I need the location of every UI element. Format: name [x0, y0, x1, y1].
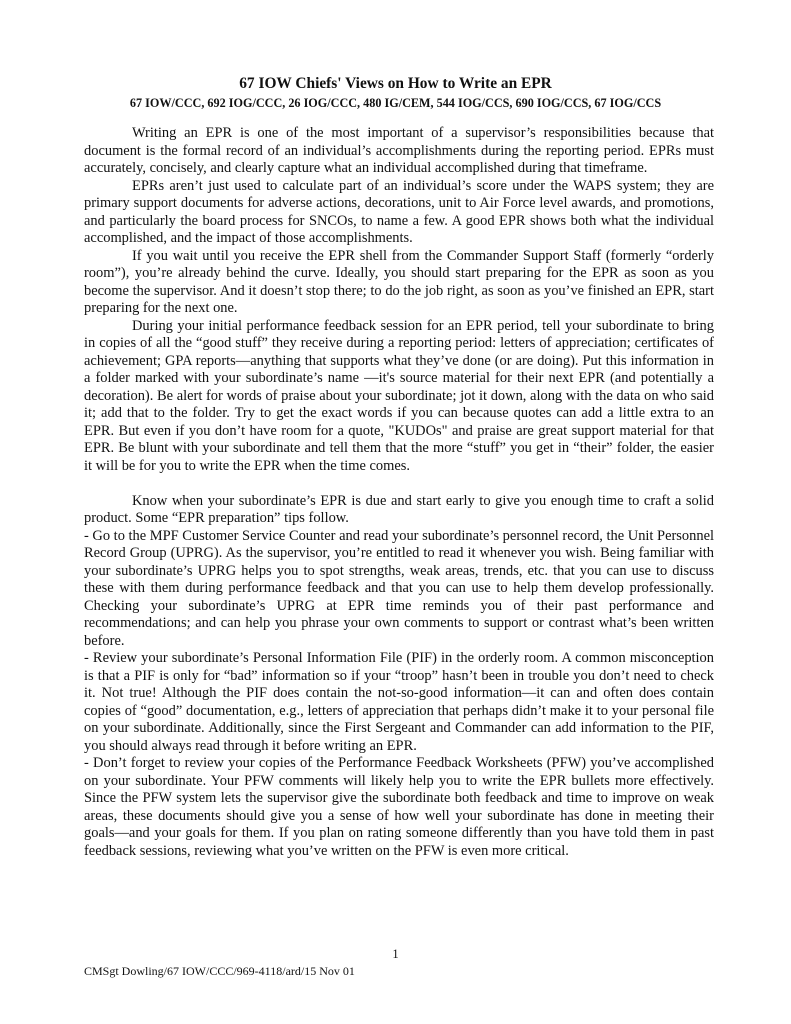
paragraph-feedback: During your initial performance feedback session for an EPR period, tell your subordinate to bring in copies of all the “good stuff” they receive during a reporting period: letters of appreciation; certificates of achievement; GPA reports—anything that supports what they’ve done (or are doing). Put this information in a folder marked with your subordinate’s name —it's source material for their next EPR (and potentially a decoration). Be alert for words of praise about your subordinate; jot it down, along with the data on who said it; add that to the folder. Try to get the exact words if you can because quotes can add a little extra to an EPR. But even if you don’t have room for a quote, "KUDOs" and praise are great support material for that EPR. Be blunt with your subordinate and tell them that the more “stuff” you get in “their” folder, the easier it will be for you to write the EPR when the time comes. — [84, 317, 714, 474]
bullet-pfw: - Don’t forget to review your copies of the Performance Feedback Worksheets (PFW) you’ve accomplished on your subordinate. Your PFW comments will likely help you to write the EPR bullets more effectively. Since the PFW system lets the supervisor give the subordinate both feedback and time to improve on weak areas, these documents should give you a sense of how well your subordinate has done in meeting their goals—and your goals for them. If you plan on rating someone differently than you have told them in past feedback sessions, reviewing what you’ve written on the PFW is even more critical. — [84, 755, 714, 859]
document-subtitle: 67 IOW/CCC, 692 IOG/CCC, 26 IOG/CCC, 480 IG/CEM, 544 IOG/CCS, 690 IOG/CCS, 67 IOG/CCS — [129, 96, 662, 110]
page-number: 1 — [392, 947, 399, 961]
paragraph-timing: If you wait until you receive the EPR shell from the Commander Support Staff (formerly “orderly room”), you’re already behind the curve. Ideally, you should start preparing for the EPR as soon as you become the supervisor. And it doesn’t stop there; to do the job right, as soon as you’ve finished an EPR, start preparing for the next one. — [84, 247, 714, 316]
document-body — [84, 125, 714, 860]
paragraph-uses: EPRs aren’t just used to calculate part of an individual’s score under the WAPS system; they are primary support documents for adverse actions, decorations, unit to Air Force level awards, and promotions, and particularly the board process for SNCOs, to name a few. A good EPR shows both what the individual accomplished, and the impact of those accomplishments. — [84, 177, 714, 246]
paragraph-intro: Writing an EPR is one of the most important of a supervisor’s responsibilities because that document is the formal record of an individual’s accomplishments during the reporting period. EPRs must accurately, concisely, and clearly capture what an individual accomplished during that timeframe. — [84, 125, 714, 176]
document-footer: CMSgt Dowling/67 IOW/CCC/969-4118/ard/15 Nov 01 — [84, 964, 355, 978]
document-title: 67 IOW Chiefs' Views on How to Write an EPR — [239, 75, 552, 92]
paragraph-tips-intro: Know when your subordinate’s EPR is due and start early to give you enough time to craft a solid product. Some “EPR preparation” tips follow. — [84, 492, 714, 526]
bullet-uprg: - Go to the MPF Customer Service Counter and read your subordinate’s personnel record, the Unit Personnel Record Group (UPRG). As the supervisor, you’re entitled to read it whenever you wish. Being familiar with your subordinate’s UPRG helps you to spot strengths, weak areas, trends, etc. that you can use to discuss these with them during performance feedback and that you can use to help them develop professionally. Checking your subordinate’s UPRG at EPR time reminds you of their past performance and recommendations; and can help you phrase your own comments to support or contrast what’s been written before. — [84, 527, 714, 649]
bullet-pif: - Review your subordinate’s Personal Information File (PIF) in the orderly room. A common misconception is that a PIF is only for “bad” information so if your “troop” hasn’t been in trouble you don’t need to check it. Not true! Although the PIF does contain the not-so-good information—it can and often does contain copies of “good” documentation, e.g., letters of appreciation that perhaps didn’t make it to your personal file on your subordinate. Additionally, since the First Sergeant and Commander can add information to the PIF, you should always read through it before writing an EPR. — [84, 650, 714, 754]
